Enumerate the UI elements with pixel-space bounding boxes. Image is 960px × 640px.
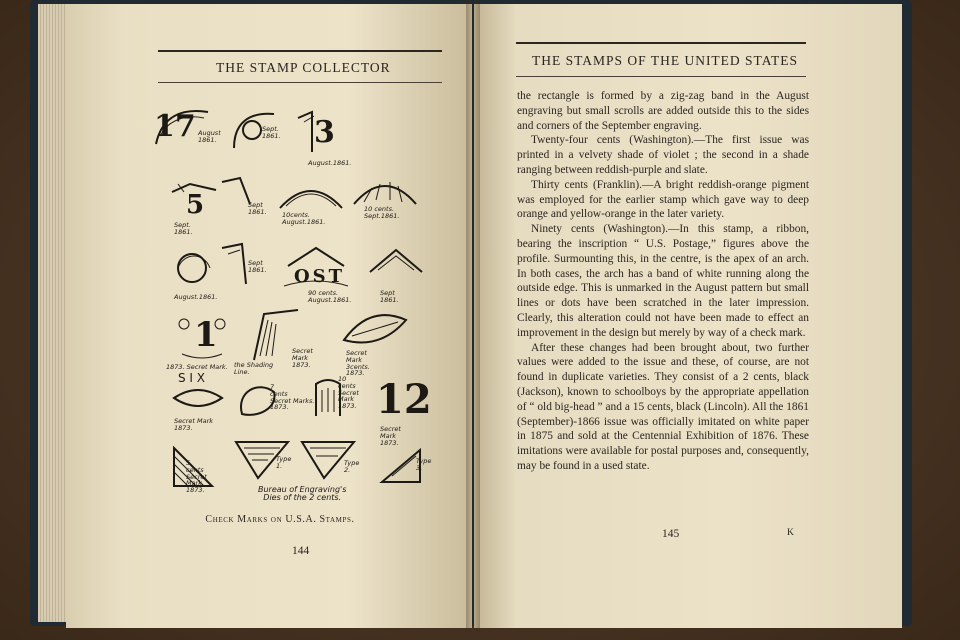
note-7c-1873: 7 cents Secret Marks. 1873.	[270, 383, 315, 412]
note-10c-aug: 10cents. August.1861.	[282, 211, 326, 226]
note-shading-line: the Shading Line.	[234, 361, 274, 376]
note-type-1: Type 1.	[276, 455, 292, 470]
note-aug-1861-d: August.1861.	[174, 293, 218, 301]
right-running-head: THE STAMPS OF THE UNITED STATES	[532, 53, 798, 68]
numeral-5: 5	[186, 190, 205, 220]
arch-90c-aug	[282, 240, 352, 290]
book-gutter	[466, 0, 480, 632]
arch-10c-sept	[350, 172, 420, 208]
note-type-3: Type 3.	[416, 457, 432, 472]
right-head-rule-top	[516, 42, 806, 44]
note-type-2: Type 2.	[344, 459, 360, 474]
note-90c-aug: 90 cents. August.1861.	[308, 289, 352, 304]
signature-mark: K	[787, 528, 794, 538]
numeral-3: 3	[314, 115, 335, 150]
numeral-12-1873: 12	[376, 376, 432, 423]
note-6c-1873: Secret Mark 1873.	[174, 417, 214, 432]
note-aug-1861-a: August 1861.	[198, 129, 221, 144]
left-folio: 144	[292, 545, 310, 557]
ornament-3	[294, 108, 350, 156]
ribbon-6c-1873	[170, 384, 226, 414]
right-body-text	[517, 89, 809, 474]
note-90c-sept: Sept 1861.	[380, 289, 399, 304]
arch-90c-sept	[364, 242, 428, 282]
note-sept-1861-a: Sept. 1861.	[262, 125, 281, 140]
right-head-rule-bottom	[516, 76, 806, 77]
note-bureau-dies: Bureau of Engraving's Dies of the 2 cents.	[258, 485, 347, 503]
head-rule-top	[158, 50, 442, 52]
note-10c-sept: 10 cents. Sept.1861.	[364, 205, 400, 220]
scroll-1c-1873	[176, 314, 228, 362]
plate-caption: Check Marks on U.S.A. Stamps.	[205, 514, 355, 525]
note-5c-1873: 5 cents Secret Mark 1873.	[186, 459, 207, 495]
leaf-3c-1873	[340, 310, 410, 350]
paragraph-4: Ninety cents (Washington).—In this stamp, a ribbon, bearing the inscription “ U.S. Postage,” figures above the profile. Surmounting this, in the centre, is the apex of an arch. In both cases, the arch has a band of white running along the outside edge. This is unmarked in the August pattern but small lines or dots have been scratched in the later impression. Clearly, this alteration could not have been made to effect an improvement in the design but merely by way of a check mark.	[517, 223, 809, 339]
paragraph-3: Thirty cents (Franklin).—A bright reddish-orange pigment was employed for the earlier stamp which gave way to deep orange and yellow-orange in the later variety.	[517, 178, 809, 221]
paragraph-1: the rectangle is formed by a zig-zag band in the August engraving but small scrolls are added outside this to the sides and corners of the September engraving.	[517, 90, 809, 132]
six-label: S I X	[178, 371, 206, 385]
left-running-head: THE STAMP COLLECTOR	[216, 60, 391, 75]
numeral-17: 17	[154, 109, 196, 144]
ornament-5	[170, 178, 220, 218]
note-aug-1861-b: August.1861.	[308, 159, 352, 167]
arch-10c-aug	[276, 178, 346, 212]
note-10c-1873: 10 cents Secret Mark 1873.	[338, 375, 359, 411]
note-sept-1861-b: Sept 1861.	[248, 201, 267, 216]
note-1c-1873: 1873. Secret Mark.	[166, 363, 228, 371]
ost-ribbon: OST	[294, 266, 346, 287]
check-marks-plate	[82, 100, 432, 510]
ornament-24c-aug	[170, 242, 220, 292]
right-folio: 145	[662, 528, 680, 540]
paragraph-2: Twenty-four cents (Washington).—The first issue was printed in a velvety shade of violet ; the second in a shade ranging between reddish-purple and slate.	[517, 134, 809, 176]
note-3c-1873: Secret Mark 3cents. 1873.	[346, 349, 370, 378]
note-2c-secret-1873: Secret Mark 1873.	[292, 347, 313, 369]
numeral-1-1873: 1	[194, 315, 218, 355]
note-sept-1861-c: Sept 1861.	[248, 259, 267, 274]
note-12c-1873: Secret Mark 1873.	[380, 425, 401, 447]
head-rule-bottom	[158, 82, 442, 83]
note-aug-1861-c: Sept. 1861.	[174, 221, 193, 236]
paragraph-5: After these changes had been brought about, two further values were added to the issue and these, of course, are not found in duplicate varieties. They consist of a 2 cents, black (Jackson), known to schoolboys by the appropriate appellation of “ old big-head ” and a 15 cents, black (Lincoln). All the 1861 (September)-1866 issue was officially imitated on white paper in 1875 and sold at the Centennial Exhibition of 1876. These imitations were available for postal purposes and, consequently, may be found in a used state.	[517, 341, 809, 472]
